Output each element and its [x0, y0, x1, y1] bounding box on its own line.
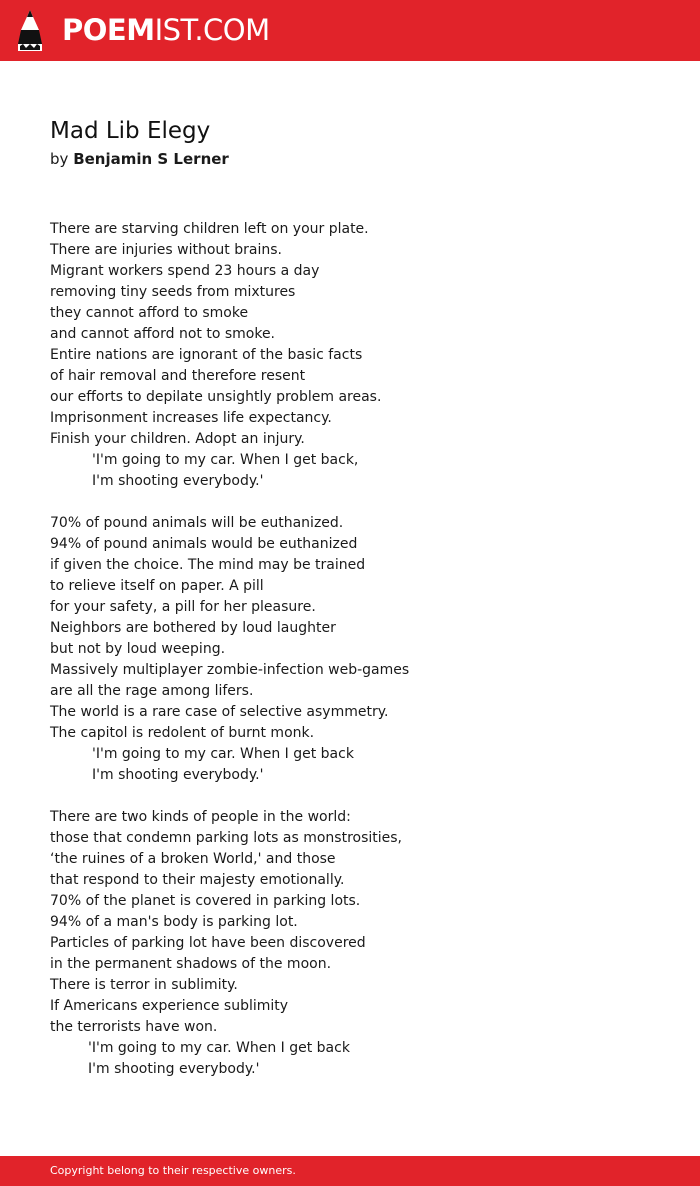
refrain-line: 'I'm going to my car. When I get back,	[92, 452, 359, 468]
poem-line: 70% of pound animals will be euthanized.	[50, 515, 344, 531]
poem-line: There is terror in sublimity.	[50, 977, 238, 993]
poem-line: 70% of the planet is covered in parking lots.	[50, 893, 361, 909]
site-header	[0, 0, 700, 61]
poem-line: to relieve itself on paper. A pill	[50, 578, 264, 594]
poem-body	[50, 219, 670, 1080]
refrain-line: 'I'm going to my car. When I get back	[88, 1040, 350, 1056]
poem-line: they cannot afford to smoke	[50, 305, 249, 321]
refrain-line: 'I'm going to my car. When I get back	[92, 746, 354, 762]
poem-line: our efforts to depilate unsightly problem areas.	[50, 389, 382, 405]
poem-line: There are injuries without brains.	[50, 242, 282, 258]
stanza-break	[50, 492, 670, 513]
pencil-icon[interactable]	[18, 10, 42, 52]
site-logo[interactable]	[62, 13, 270, 47]
logo-light-text: IST.COM	[154, 13, 270, 47]
poem-line: Imprisonment increases life expectancy.	[50, 410, 332, 426]
poem-line: Massively multiplayer zombie-infection web-games	[50, 662, 410, 678]
copyright-notice: Copyright belong to their respective owners.	[50, 1164, 296, 1177]
poem-line: that respond to their majesty emotionally.	[50, 872, 345, 888]
author-name[interactable]: Benjamin S Lerner	[73, 150, 229, 168]
poem-line: for your safety, a pill for her pleasure.	[50, 599, 316, 615]
byline	[50, 149, 229, 169]
poem-line: There are two kinds of people in the world:	[50, 809, 351, 825]
poem-line: of hair removal and therefore resent	[50, 368, 306, 384]
poem-line: The capitol is redolent of burnt monk.	[50, 725, 315, 741]
poem-line: are all the rage among lifers.	[50, 683, 254, 699]
poem-line: 94% of a man's body is parking lot.	[50, 914, 298, 930]
stanza-break	[50, 786, 670, 807]
poem-line: Finish your children. Adopt an injury.	[50, 431, 305, 447]
poem-line: Neighbors are bothered by loud laughter	[50, 620, 336, 636]
poem-title: Mad Lib Elegy	[50, 118, 211, 144]
poem-line: ‘the ruines of a broken World,' and those	[50, 851, 336, 867]
refrain-line: I'm shooting everybody.'	[92, 767, 264, 783]
poem-line: There are starving children left on your plate.	[50, 221, 369, 237]
logo-bold-text: POEM	[62, 13, 155, 47]
refrain-line: I'm shooting everybody.'	[92, 473, 264, 489]
poem-line: The world is a rare case of selective asymmetry.	[50, 704, 389, 720]
poem-line: Entire nations are ignorant of the basic facts	[50, 347, 363, 363]
poem-line: those that condemn parking lots as monstrosities,	[50, 830, 402, 846]
poem-line: 94% of pound animals would be euthanized	[50, 536, 358, 552]
poem-line: but not by loud weeping.	[50, 641, 226, 657]
poem-line: removing tiny seeds from mixtures	[50, 284, 296, 300]
site-footer	[0, 1156, 700, 1186]
poem-line: Migrant workers spend 23 hours a day	[50, 263, 320, 279]
poem-line: if given the choice. The mind may be trained	[50, 557, 366, 573]
poem-line: Particles of parking lot have been discovered	[50, 935, 366, 951]
poem-line: the terrorists have won.	[50, 1019, 218, 1035]
poem-line: If Americans experience sublimity	[50, 998, 289, 1014]
poem-line: and cannot afford not to smoke.	[50, 326, 276, 342]
refrain-line: I'm shooting everybody.'	[88, 1061, 260, 1077]
by-prefix: by	[50, 150, 69, 168]
poem-line: in the permanent shadows of the moon.	[50, 956, 332, 972]
